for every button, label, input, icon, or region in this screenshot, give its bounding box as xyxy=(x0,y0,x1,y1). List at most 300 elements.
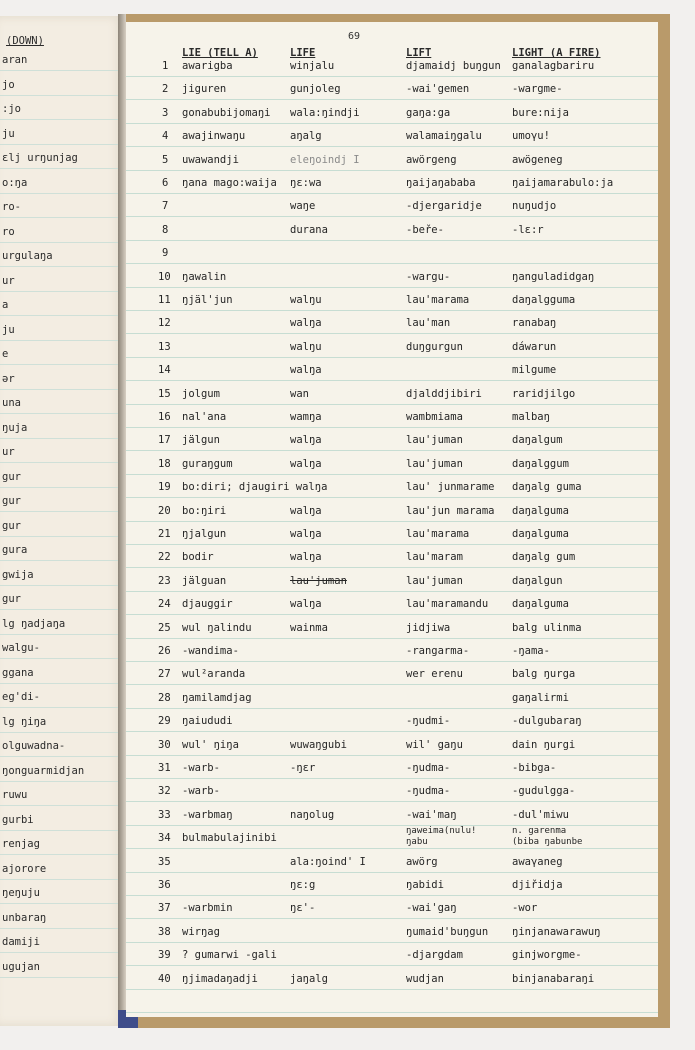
life-cell: walŋu xyxy=(290,294,322,306)
lie-cell: ŋjimadaŋadji xyxy=(182,972,258,985)
rule-line xyxy=(126,99,658,100)
row-number: 15 xyxy=(158,387,171,400)
left-page-header: (DOWN) xyxy=(6,35,44,47)
left-rule-line xyxy=(0,266,124,267)
row-number: 36 xyxy=(158,879,171,891)
light-cell: balg ŋurga xyxy=(512,668,576,681)
lie-cell: -warbmin xyxy=(182,902,233,915)
light-cell: ŋaijamarabulo:ja xyxy=(512,177,614,189)
column-header-light: LIGHT (A FIRE) xyxy=(512,47,601,59)
left-entry: ju xyxy=(2,127,15,140)
lift-cell: lau'maram xyxy=(406,551,463,564)
left-entry: walgu- xyxy=(2,642,40,654)
row-number: 30 xyxy=(158,738,171,751)
lie-cell: jälgun xyxy=(182,434,220,447)
lie-cell: awajinwaŋu xyxy=(182,130,246,143)
left-entry: jo xyxy=(2,78,15,91)
lie-cell: -warb- xyxy=(182,785,220,798)
life-cell: gunjoleg xyxy=(290,83,341,96)
left-rule-line xyxy=(0,168,124,169)
light-cell: -gudulgga- xyxy=(512,785,576,798)
lift-cell: -wai'maŋ xyxy=(406,808,457,821)
lift-cell: awörgeng xyxy=(406,153,457,166)
row-number: 37 xyxy=(158,902,171,915)
lie-cell: ? gumarwi -gali xyxy=(182,949,277,962)
left-rule-line xyxy=(0,609,124,610)
life-cell: eleŋoindj I xyxy=(290,153,360,166)
left-entry: ɛlj urŋunjag xyxy=(2,152,78,164)
row-number: 11 xyxy=(158,294,171,306)
row-number: 19 xyxy=(158,481,171,494)
left-rule-line xyxy=(0,977,124,978)
lie-cell: nal'ana xyxy=(182,411,227,423)
left-rule-line xyxy=(0,830,124,831)
left-rule-line xyxy=(0,952,124,953)
life-cell: aŋalg xyxy=(290,130,322,143)
row-number: 28 xyxy=(158,691,171,704)
lie-cell: wul ŋalindu xyxy=(182,621,252,634)
left-rule-line xyxy=(0,193,124,194)
light-cell: umoγu! xyxy=(512,130,550,143)
lift-cell: ŋaweima(nulu! ŋabu xyxy=(406,826,477,848)
row-number: 13 xyxy=(158,340,171,353)
rule-line xyxy=(126,895,658,896)
lie-cell: djauggir xyxy=(182,598,233,611)
left-entry: gurbi xyxy=(2,813,34,826)
life-cell: walŋa xyxy=(290,364,322,377)
rule-line xyxy=(126,333,658,334)
left-entry: gur xyxy=(2,519,21,532)
rule-line xyxy=(126,708,658,709)
light-cell: -dulgubaraŋ xyxy=(512,715,582,728)
lie-cell: gonabubijomaŋi xyxy=(182,106,271,119)
left-rule-line xyxy=(0,683,124,684)
lie-cell: jolgum xyxy=(182,387,220,400)
left-rule-line xyxy=(0,291,124,292)
row-number: 12 xyxy=(158,317,171,330)
left-rule-line xyxy=(0,756,124,757)
right-page xyxy=(126,22,658,1017)
rule-line xyxy=(126,638,658,639)
left-rule-line xyxy=(0,462,124,463)
lie-cell: ŋamilamdjag xyxy=(182,691,252,704)
lift-cell: -rangarma- xyxy=(406,645,470,657)
row-number: 38 xyxy=(158,925,171,938)
light-cell: dain ŋurgi xyxy=(512,738,576,751)
light-cell: daŋalguma xyxy=(512,598,569,611)
light-cell: ŋanguladidgaŋ xyxy=(512,270,595,283)
left-entry: ro- xyxy=(2,201,21,213)
left-rule-line xyxy=(0,315,124,316)
lie-cell: awarigba xyxy=(182,60,233,72)
rule-line xyxy=(126,380,658,381)
column-header-lie: LIE (TELL A) xyxy=(182,47,258,59)
rule-line xyxy=(126,216,658,217)
row-number: 5 xyxy=(162,153,169,166)
lift-cell: -djergaridje xyxy=(406,200,482,213)
lie-cell: jälguan xyxy=(182,574,227,587)
rule-line xyxy=(126,801,658,802)
rule-line xyxy=(126,731,658,732)
rule-line xyxy=(126,942,658,943)
row-number: 3 xyxy=(162,106,169,119)
rule-line xyxy=(126,427,658,428)
lift-cell: duŋgurgun xyxy=(406,340,463,353)
life-cell: ŋɛ:wa xyxy=(290,177,322,189)
lift-cell: ŋaijaŋababa xyxy=(406,177,476,189)
lift-cell: lau'jun marama xyxy=(406,504,495,517)
left-entry: ŋeŋuju xyxy=(2,887,40,899)
left-entry: ŋuja xyxy=(2,421,28,434)
row-number: 34 xyxy=(158,832,171,845)
lift-cell: -wai'gaŋ xyxy=(406,902,457,915)
rule-line xyxy=(126,1012,658,1013)
light-cell: dáwarun xyxy=(512,340,557,353)
lift-cell: ŋumaid'buŋgun xyxy=(406,925,489,938)
lie-cell: -warb- xyxy=(182,762,220,774)
lie-cell: bulmabulajinibi xyxy=(182,832,277,845)
rule-line xyxy=(126,170,658,171)
lift-cell: lau'man xyxy=(406,317,451,330)
rule-line xyxy=(126,872,658,873)
light-cell: daŋalg guma xyxy=(512,481,582,494)
light-cell: raridjilgo xyxy=(512,387,576,400)
light-cell: ranabaŋ xyxy=(512,317,557,330)
rule-line xyxy=(126,123,658,124)
lift-cell: lau'marama xyxy=(406,528,470,540)
left-rule-line xyxy=(0,879,124,880)
row-number: 32 xyxy=(158,785,171,798)
left-entry: ur xyxy=(2,274,15,287)
left-entry: ro xyxy=(2,225,15,238)
left-entry: :jo xyxy=(2,103,21,115)
left-entry: unbaraŋ xyxy=(2,911,47,924)
rule-line xyxy=(126,684,658,685)
life-cell: waŋe xyxy=(290,200,316,213)
lie-cell: uwawandji xyxy=(182,153,239,166)
light-cell: ŋinjanawarawuŋ xyxy=(512,925,601,938)
row-number: 33 xyxy=(158,808,171,821)
life-cell: jaŋalg xyxy=(290,972,328,985)
lie-cell: bo:diri; djaugiri walŋa xyxy=(182,481,328,494)
light-cell: awögeneg xyxy=(512,153,563,166)
left-entry: damiji xyxy=(2,936,40,948)
left-entry: gur xyxy=(2,593,21,605)
lift-cell: wer erenu xyxy=(406,668,463,681)
lift-cell: wudjan xyxy=(406,972,444,985)
left-rule-line xyxy=(0,364,124,365)
row-number: 17 xyxy=(158,434,171,447)
lift-cell: lau' junmarame xyxy=(406,481,495,494)
left-rule-line xyxy=(0,217,124,218)
lift-cell: lau'maramandu xyxy=(406,598,489,611)
life-cell: -ŋɛr xyxy=(290,762,316,774)
rule-line xyxy=(126,193,658,194)
life-cell: winjalu xyxy=(290,60,335,72)
left-entry: lg ŋiŋa xyxy=(2,715,47,728)
lie-cell: -wandima- xyxy=(182,645,239,657)
life-cell: ala:ŋoind' I xyxy=(290,855,366,868)
row-number: 8 xyxy=(162,223,169,236)
light-cell: binjanabaraŋi xyxy=(512,972,595,985)
light-cell: daŋalg gum xyxy=(512,551,576,564)
light-cell: balg ulinma xyxy=(512,621,582,634)
left-entry: gur xyxy=(2,470,21,483)
book-spine xyxy=(118,14,126,1026)
left-page xyxy=(0,16,124,1026)
lift-cell: ŋabidi xyxy=(406,879,444,891)
row-number: 21 xyxy=(158,528,171,540)
rule-line xyxy=(126,965,658,966)
life-cell: walŋa xyxy=(290,598,322,611)
left-entry: aran xyxy=(2,54,28,66)
lie-cell: -warbmaŋ xyxy=(182,808,233,821)
life-cell: naŋolug xyxy=(290,808,335,821)
row-number: 10 xyxy=(158,270,171,283)
light-cell: -wargme- xyxy=(512,83,563,96)
row-number: 1 xyxy=(162,60,169,72)
row-number: 31 xyxy=(158,762,171,774)
life-cell: wuwaŋgubi xyxy=(290,738,347,751)
left-rule-line xyxy=(0,634,124,635)
lift-cell: lau'juman xyxy=(406,434,463,447)
rule-line xyxy=(126,521,658,522)
left-entry: e xyxy=(2,348,9,360)
row-number: 18 xyxy=(158,457,171,470)
life-cell: wamŋa xyxy=(290,411,322,423)
light-cell: djiřidja xyxy=(512,879,563,891)
left-rule-line xyxy=(0,242,124,243)
light-cell: malbaŋ xyxy=(512,411,550,423)
left-rule-line xyxy=(0,487,124,488)
left-rule-line xyxy=(0,438,124,439)
lift-cell: -wai'gemen xyxy=(406,83,470,96)
row-number: 22 xyxy=(158,551,171,564)
left-entry: ŋonguarmidjan xyxy=(2,764,85,777)
left-rule-line xyxy=(0,144,124,145)
left-rule-line xyxy=(0,732,124,733)
lie-cell: ŋjäl'jun xyxy=(182,294,233,306)
row-number: 24 xyxy=(158,598,171,611)
rule-line xyxy=(126,614,658,615)
left-entry: una xyxy=(2,397,21,409)
life-cell: ŋɛ:g xyxy=(290,879,316,891)
row-number: 4 xyxy=(162,130,169,143)
life-cell: wan xyxy=(290,387,309,400)
lift-cell: wambmiama xyxy=(406,411,463,423)
lift-cell: lau'juman xyxy=(406,457,463,470)
row-number: 40 xyxy=(158,972,171,985)
left-entry: eg'di- xyxy=(2,691,40,703)
lie-cell: bo:ŋiri xyxy=(182,504,227,517)
lift-cell: awörg xyxy=(406,855,438,868)
left-entry: ər xyxy=(2,372,15,385)
lie-cell: bodir xyxy=(182,551,214,564)
rule-line xyxy=(126,357,658,358)
life-cell: walŋa xyxy=(290,551,322,564)
lift-cell: -ŋudma- xyxy=(406,762,451,774)
lie-cell: wul' ŋiŋa xyxy=(182,738,239,751)
light-cell: gaŋalirmi xyxy=(512,691,569,704)
rule-line xyxy=(126,76,658,77)
lift-cell: lau'marama xyxy=(406,294,470,306)
light-cell: daŋalgun xyxy=(512,574,563,587)
life-cell: wainma xyxy=(290,621,328,634)
rule-line xyxy=(126,661,658,662)
row-number: 9 xyxy=(162,247,169,260)
left-rule-line xyxy=(0,928,124,929)
left-rule-line xyxy=(0,560,124,561)
left-entry: gur xyxy=(2,495,21,507)
left-entry: o:ŋa xyxy=(2,176,28,189)
lie-cell: guraŋgum xyxy=(182,457,233,470)
lift-cell: wil' gaŋu xyxy=(406,738,463,751)
left-entry: renjag xyxy=(2,838,40,850)
lie-cell: ŋaiududi xyxy=(182,715,233,728)
left-entry: urgulaŋa xyxy=(2,250,53,262)
light-cell: daŋalgguma xyxy=(512,294,576,306)
rule-line xyxy=(126,918,658,919)
left-rule-line xyxy=(0,707,124,708)
left-entry: ajorore xyxy=(2,862,47,875)
left-entry: olguwadna- xyxy=(2,740,66,752)
left-entry: ju xyxy=(2,323,15,336)
life-cell: walŋa xyxy=(290,317,322,330)
rule-line xyxy=(126,497,658,498)
left-rule-line xyxy=(0,511,124,512)
left-rule-line xyxy=(0,585,124,586)
life-cell: lau'juman xyxy=(290,574,347,587)
rule-line xyxy=(126,240,658,241)
row-number: 35 xyxy=(158,855,171,868)
left-rule-line xyxy=(0,903,124,904)
left-entry: ugujan xyxy=(2,960,40,973)
rule-line xyxy=(126,755,658,756)
lie-cell: wirŋag xyxy=(182,925,220,938)
row-number: 16 xyxy=(158,411,171,423)
light-cell: -bibga- xyxy=(512,762,557,774)
rule-line xyxy=(126,591,658,592)
rule-line xyxy=(126,146,658,147)
rule-line xyxy=(126,567,658,568)
lie-cell: wul²aranda xyxy=(182,668,246,681)
lift-cell: lau'juman xyxy=(406,574,463,587)
left-rule-line xyxy=(0,658,124,659)
left-rule-line xyxy=(0,70,124,71)
lift-cell: -djargdam xyxy=(406,949,463,962)
row-number: 25 xyxy=(158,621,171,634)
rule-line xyxy=(126,778,658,779)
rule-line xyxy=(126,848,658,849)
left-rule-line xyxy=(0,854,124,855)
left-rule-line xyxy=(0,95,124,96)
left-rule-line xyxy=(0,119,124,120)
light-cell: milgume xyxy=(512,364,557,377)
light-cell: daŋalguma xyxy=(512,504,569,517)
lie-cell: jiguren xyxy=(182,83,227,96)
life-cell: ŋɛ'- xyxy=(290,902,316,915)
row-number: 39 xyxy=(158,949,171,962)
light-cell: n. garenma (biba ŋabunbe xyxy=(512,826,583,848)
row-number: 14 xyxy=(158,364,171,377)
rule-line xyxy=(126,287,658,288)
light-cell: awaγaneg xyxy=(512,855,563,868)
row-number: 23 xyxy=(158,574,171,587)
light-cell: ganalagbariru xyxy=(512,60,595,72)
lift-cell: djalddjibiri xyxy=(406,387,482,400)
light-cell: -lɛ:r xyxy=(512,223,544,236)
lie-cell: ŋawalin xyxy=(182,270,227,283)
lift-cell: -ŋudma- xyxy=(406,785,451,798)
row-number: 2 xyxy=(162,83,169,96)
left-rule-line xyxy=(0,340,124,341)
lift-cell: -beře- xyxy=(406,223,444,236)
light-cell: daŋalgum xyxy=(512,434,563,447)
left-rule-line xyxy=(0,781,124,782)
row-number: 20 xyxy=(158,504,171,517)
row-number: 7 xyxy=(162,200,169,213)
left-entry: gura xyxy=(2,544,28,556)
rule-line xyxy=(126,450,658,451)
light-cell: nuŋudjo xyxy=(512,200,557,213)
light-cell: -wor xyxy=(512,902,538,915)
rule-line xyxy=(126,263,658,264)
lie-cell: ŋana mago:waija xyxy=(182,177,277,189)
row-number: 27 xyxy=(158,668,171,681)
life-cell: walŋa xyxy=(290,457,322,470)
light-cell: -dul'miwu xyxy=(512,808,569,821)
rule-line xyxy=(126,544,658,545)
lift-cell: -ŋudmi- xyxy=(406,715,451,728)
left-rule-line xyxy=(0,805,124,806)
left-rule-line xyxy=(0,536,124,537)
lift-cell: -wargu- xyxy=(406,270,451,283)
row-number: 26 xyxy=(158,645,171,657)
lift-cell: gaŋa:ga xyxy=(406,106,451,119)
life-cell: walŋa xyxy=(290,434,322,447)
row-number: 6 xyxy=(162,177,169,189)
page-number: 69 xyxy=(348,31,361,42)
lift-cell: walamaiŋgalu xyxy=(406,130,482,143)
light-cell: daŋalggum xyxy=(512,457,569,470)
light-cell: bure:nija xyxy=(512,106,569,119)
lift-cell: djamaidj buŋgun xyxy=(406,60,501,72)
left-entry: a xyxy=(2,299,9,311)
lift-cell: jidjiwa xyxy=(406,621,451,634)
light-cell: ginjworgme- xyxy=(512,949,582,962)
rule-line xyxy=(126,310,658,311)
left-entry: ruwu xyxy=(2,789,28,801)
light-cell: daŋalguma xyxy=(512,528,569,540)
left-rule-line xyxy=(0,413,124,414)
rule-line xyxy=(126,404,658,405)
left-entry: ur xyxy=(2,446,15,458)
rule-line xyxy=(126,474,658,475)
left-rule-line xyxy=(0,389,124,390)
life-cell: walŋa xyxy=(290,504,322,517)
life-cell: durana xyxy=(290,223,328,236)
life-cell: walŋa xyxy=(290,528,322,540)
rule-line xyxy=(126,989,658,990)
column-header-life: LIFE xyxy=(290,47,316,59)
row-number: 29 xyxy=(158,715,171,728)
light-cell: -ŋama- xyxy=(512,645,550,657)
left-entry: ggana xyxy=(2,666,34,679)
left-entry: gwija xyxy=(2,568,34,581)
lie-cell: ŋjalgun xyxy=(182,528,227,540)
column-header-lift: LIFT xyxy=(406,47,432,59)
left-entry: lg ŋadjaŋa xyxy=(2,617,66,630)
